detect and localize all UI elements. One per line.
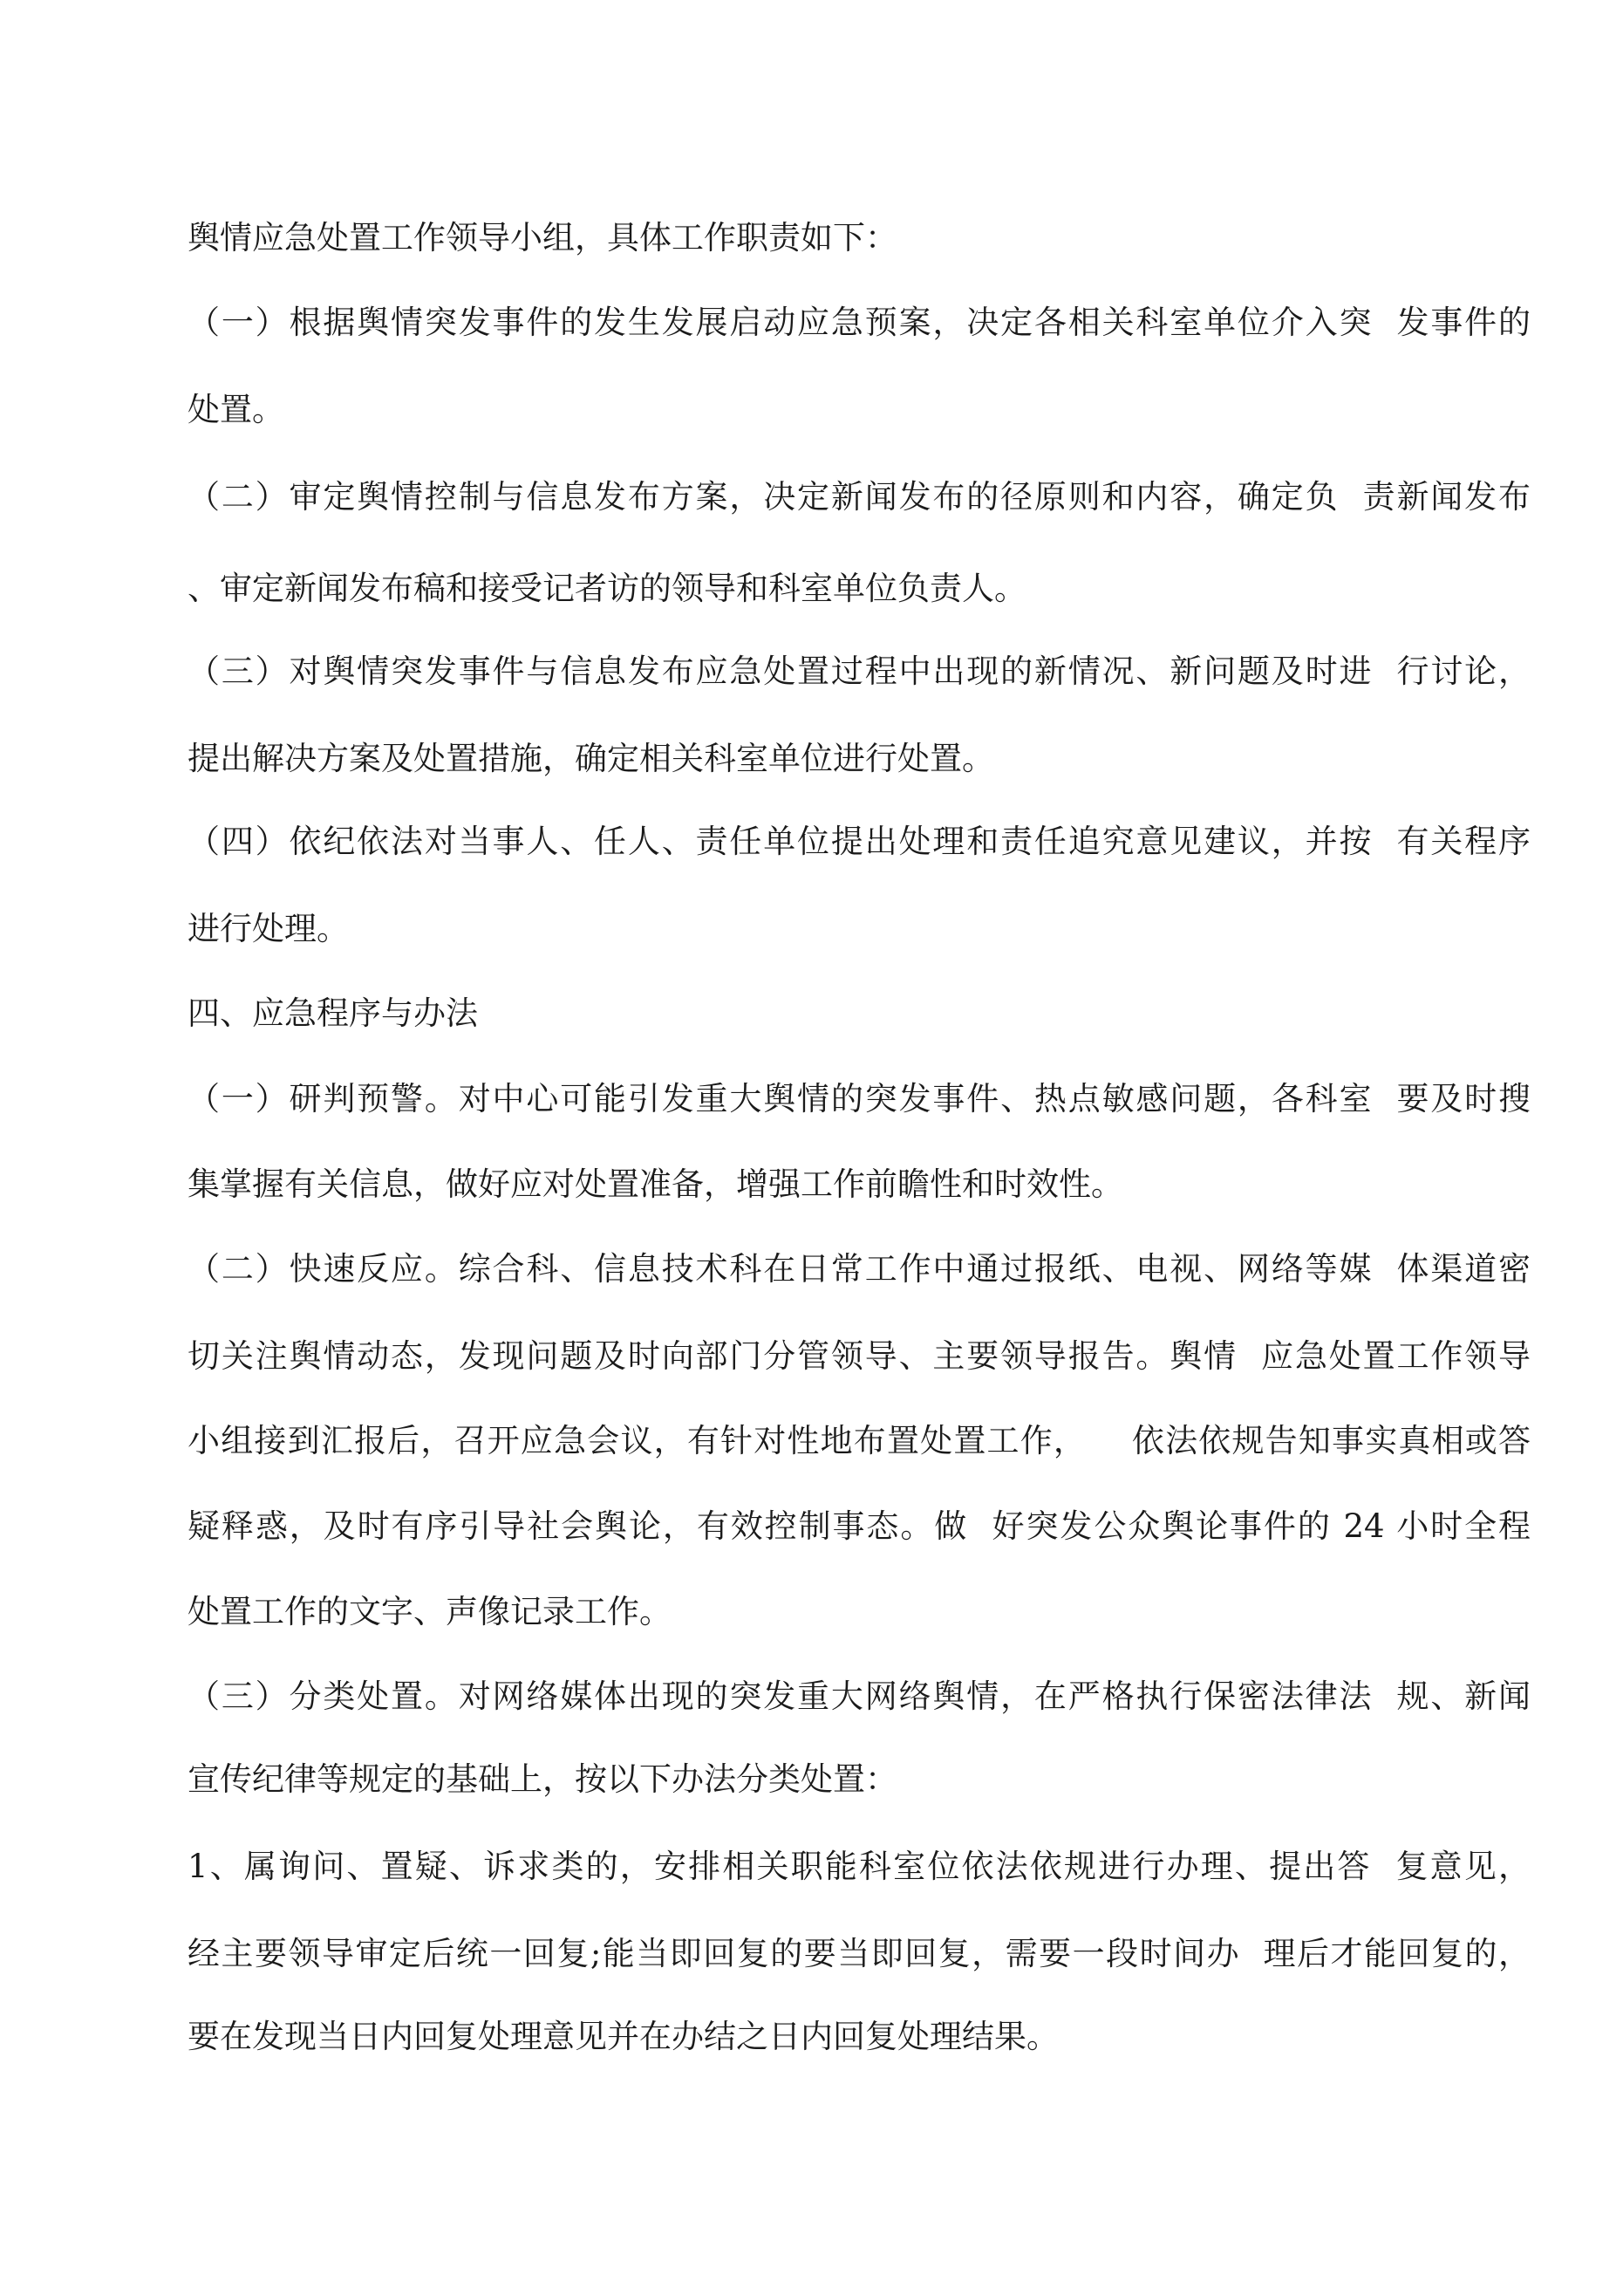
text-line-4: （二）审定舆情控制与信息发布方案，决定新闻发布的径原则和内容，确定负 责新闻发布 bbox=[188, 478, 1531, 516]
text-line-15: 小组接到汇报后，召开应急会议，有针对性地布置处置工作， 依法依规告知事实真相或答 bbox=[188, 1422, 1531, 1459]
text-line-2: （一）根据舆情突发事件的发生发展启动应急预案，决定各相关科室单位介入突 发事件的 bbox=[188, 304, 1531, 341]
text-line-9: 进行处理。 bbox=[188, 910, 349, 947]
text-line-19: 宣传纪律等规定的基础上，按以下办法分类处置： bbox=[188, 1760, 897, 1798]
section-heading: 四、应急程序与办法 bbox=[188, 994, 478, 1032]
text-line-3: 处置。 bbox=[188, 391, 284, 428]
text-line-13: （二）快速反应。综合科、信息技术科在日常工作中通过报纸、电视、网络等媒 体渠道密 bbox=[188, 1250, 1531, 1288]
text-line-8: （四）依纪依法对当事人、任人、责任单位提出处理和责任追究意见建议，并按 有关程序 bbox=[188, 823, 1531, 860]
text-line-5: 、审定新闻发布稿和接受记者访的领导和科室单位负责人。 bbox=[188, 570, 1026, 607]
text-line-11: （一）研判预警。对中心可能引发重大舆情的突发事件、热点敏感问题，各科室 要及时搜 bbox=[188, 1080, 1531, 1117]
text-line-20: 1、属询问、置疑、诉求类的，安排相关职能科室位依法依规进行办理、提出答 复意见， bbox=[188, 1848, 1531, 1885]
text-line-7: 提出解决方案及处置措施，确定相关科室单位进行处置。 bbox=[188, 740, 994, 777]
text-line-12: 集掌握有关信息，做好应对处置准备，增强工作前瞻性和时效性。 bbox=[188, 1165, 1123, 1203]
text-line-17: 处置工作的文字、声像记录工作。 bbox=[188, 1593, 672, 1630]
text-line-18: （三）分类处置。对网络媒体出现的突发重大网络舆情，在严格执行保密法律法 规、新闻 bbox=[188, 1678, 1531, 1715]
text-line-6: （三）对舆情突发事件与信息发布应急处置过程中出现的新情况、新问题及时进 行讨论， bbox=[188, 653, 1531, 690]
text-line-22: 要在发现当日内回复处理意见并在办结之日内回复处理结果。 bbox=[188, 2018, 1059, 2055]
text-line-21: 经主要领导审定后统一回复;能当即回复的要当即回复，需要一段时间办 理后才能回复的， bbox=[188, 1935, 1531, 1972]
text-line-1: 舆情应急处置工作领导小组，具体工作职责如下： bbox=[188, 219, 897, 256]
text-line-16: 疑释惑，及时有序引导社会舆论，有效控制事态。做 好突发公众舆论事件的 24 小时全程 bbox=[188, 1507, 1531, 1545]
text-line-14: 切关注舆情动态，发现问题及时向部门分管领导、主要领导报告。舆情 应急处置工作领导 bbox=[188, 1337, 1531, 1375]
